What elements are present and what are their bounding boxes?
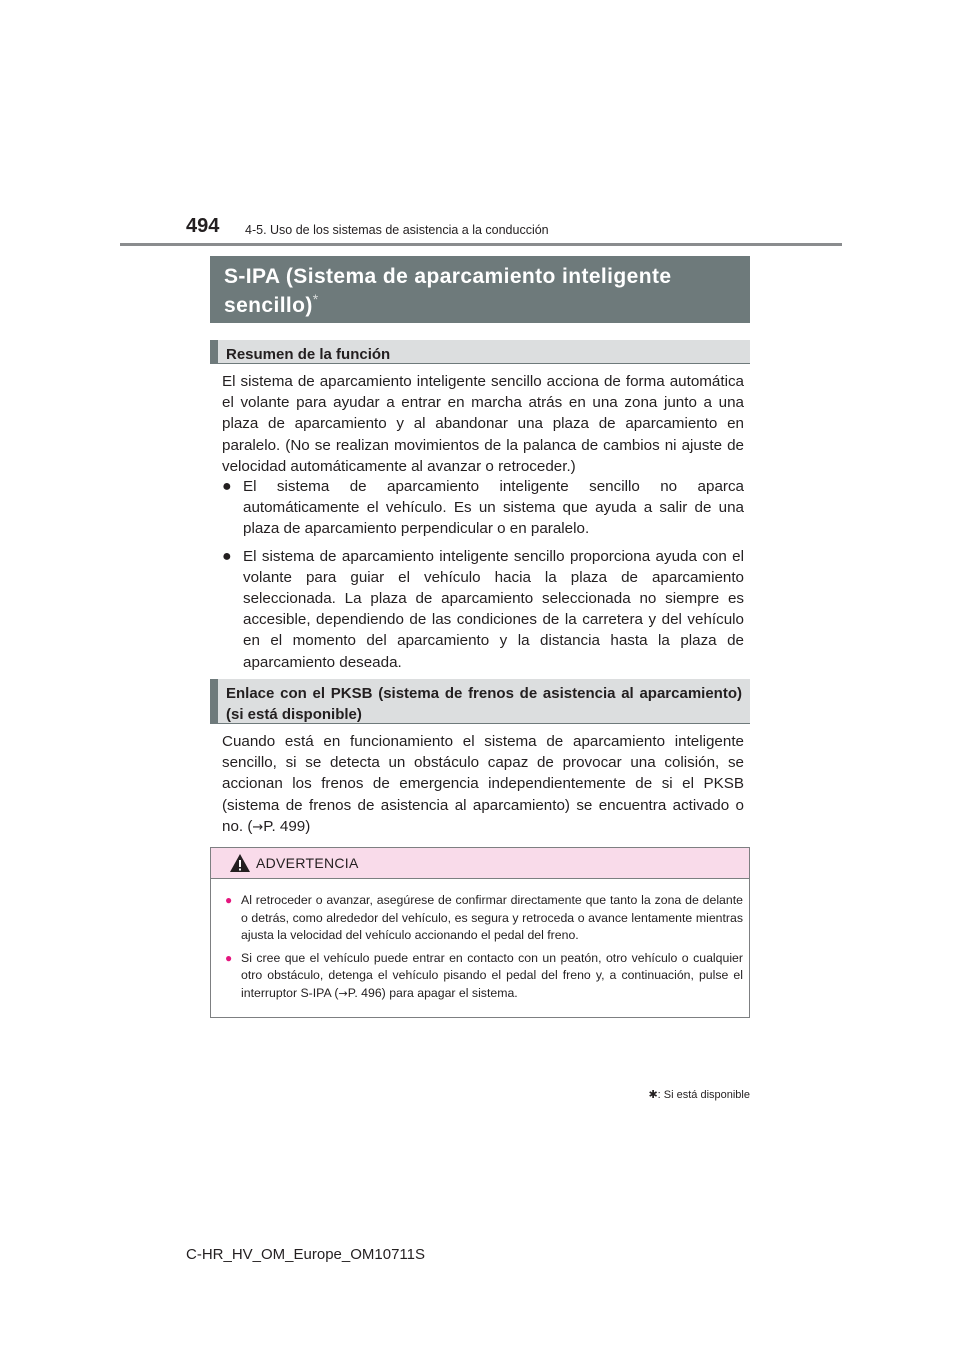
title-asterisk: * <box>312 291 319 307</box>
arrow-right-icon: → <box>252 819 264 835</box>
list-item <box>222 476 744 540</box>
summary-bullet-list <box>222 476 744 673</box>
bullet-dot-icon: ● <box>222 547 232 565</box>
section-heading-summary: Resumen de la función <box>210 340 750 364</box>
bullet-text: El sistema de aparcamiento inteligente sencillo proporciona ayuda con el volante para guiar el vehículo hacia la plaza de aparcamiento seleccionada. La plaza de aparcamiento seleccionada no siempre es accesible, dependiendo de las condiciones de la carretera y del vehículo en el momento del aparcamiento y la distancia hasta la plaza de aparcamiento deseada. <box>243 547 744 671</box>
header-rule <box>120 243 842 246</box>
warning-text <box>241 951 743 1000</box>
list-item <box>222 546 744 673</box>
pksb-paragraph <box>222 731 744 838</box>
list-item <box>225 892 743 945</box>
document-id: C-HR_HV_OM_Europe_OM10711S <box>186 1246 425 1263</box>
page-number: 494 <box>186 215 220 237</box>
pksb-paragraph-text: Cuando está en funcionamiento el sistema de aparcamiento inteligente sencillo, si se detecta un obstáculo capaz de provocar una colisión, se accionan los frenos de emergencia independientemente de si el PKSB (sistema de frenos de asistencia al aparcamiento) se encuentra activado o no. ( <box>222 733 744 835</box>
bullet-text: El sistema de aparcamiento inteligente sencillo no aparca automáticamente el vehículo. Es un sistema que ayuda a salir de una plaza de aparcamiento perpendicular o en paralelo. <box>243 478 744 538</box>
warning-title: ADVERTENCIA <box>256 855 359 871</box>
warning-bullet-icon: ● <box>225 893 233 907</box>
section-heading-pksb: Enlace con el PKSB (sistema de frenos de asistencia al aparcamiento) (si está disponible) <box>210 679 750 724</box>
footnote <box>400 1088 750 1102</box>
bullet-dot-icon: ● <box>222 478 232 495</box>
warning-text: Al retroceder o avanzar, asegúrese de confirmar directamente que tanto la zona de delante o detrás, como alrededor del vehículo, es segura y retroceda o avance lentamente mientras ajusta la velocidad del vehículo accionando el pedal del freno. <box>241 893 743 942</box>
warning-bullet-icon: ● <box>225 950 233 965</box>
list-item <box>225 950 743 1003</box>
warning-text-end: P. 496) para apagar el sistema. <box>347 985 518 1000</box>
arrow-right-icon: → <box>338 986 348 1000</box>
warning-text-start: Si cree que el vehículo puede entrar en contacto con un peatón, otro vehículo o cualquier otro obstáculo, detenga el vehículo pisando el pedal del freno y, a continuación, pulse el interruptor S-IPA ( <box>241 950 743 1000</box>
asterisk-icon: ✱ <box>648 1088 658 1101</box>
page-title-text: S-IPA (Sistema de aparcamiento inteligente sencillo) <box>224 265 672 317</box>
warning-list <box>225 892 743 1007</box>
running-head: 4-5. Uso de los sistemas de asistencia a la conducción <box>245 223 549 237</box>
warning-box <box>210 847 750 1018</box>
warning-triangle-icon <box>229 853 251 873</box>
warning-header <box>211 848 749 879</box>
page-title <box>210 256 750 323</box>
page-reference-link[interactable]: P. 499) <box>263 817 311 835</box>
footnote-text: : Si está disponible <box>657 1089 750 1101</box>
summary-paragraph: El sistema de aparcamiento inteligente sencillo acciona de forma automática el volante para ayudar a entrar en marcha atrás en una zona junto a una plaza de aparcamiento y al abandonar una plaza de aparcamiento en paralelo. (No se realizan movimientos de la palanca de cambios ni ajuste de velocidad automáticamente al avanzar o retroceder.) <box>222 373 744 475</box>
